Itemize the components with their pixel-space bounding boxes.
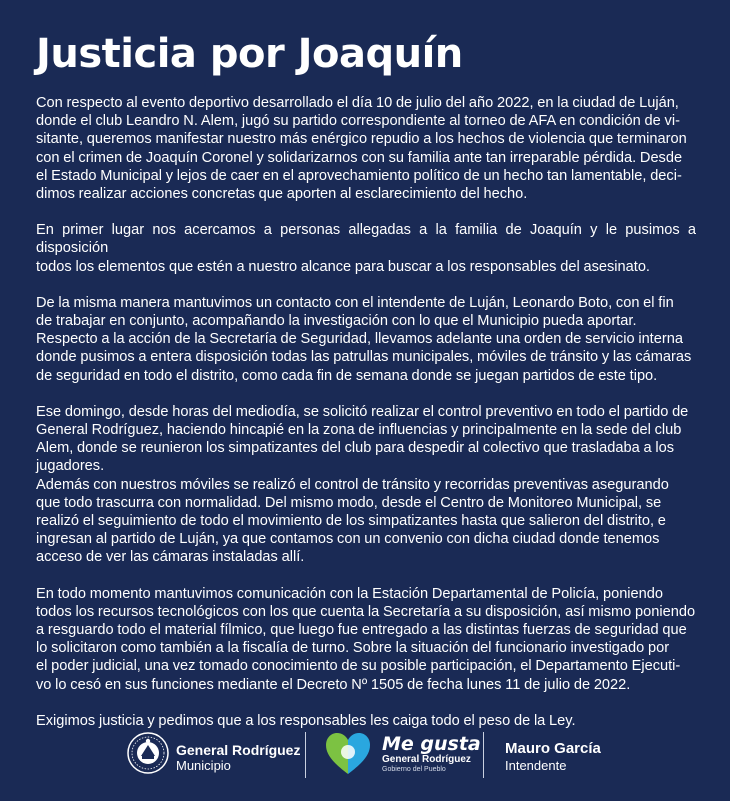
paragraph-line: En todo momento mantuvimos comunicación con la Estación Departamental de Policía, poniendo <box>36 585 664 602</box>
paragraph-line: ingresan al partido de Luján, ya que contamos con un convenio con dicha ciudad donde tenemos <box>36 531 660 548</box>
municipal-seal-icon <box>127 732 169 774</box>
paragraph-line: donde el club Leandro N. Alem, jugó su partido correspondiente al torneo de AFA en condición de vi- <box>36 113 680 130</box>
paragraph-line: En primer lugar nos acercamos a personas allegadas a la familia de Joaquín y le pusimos a disposición <box>36 222 696 257</box>
paragraph-line: De la misma manera mantuvimos un contacto con el intendente de Luján, Leonardo Boto, con el fin <box>36 294 674 311</box>
intendente-role: Intendente <box>505 758 567 773</box>
paragraph-line: Con respecto al evento deportivo desarrollado el día 10 de julio del año 2022, en la ciudad de Luján, <box>36 95 679 111</box>
paragraph-line: Ese domingo, desde horas del mediodía, se solicitó realizar el control preventivo en todo el partido de <box>36 403 689 420</box>
me-gusta-heart-logo-icon <box>322 728 374 780</box>
footer-divider <box>483 732 484 778</box>
footer-divider <box>305 732 306 778</box>
paragraph-line: acceso de ver las cámaras instaladas allí. <box>36 549 305 566</box>
paragraph-line: todos los recursos tecnológicos con los que cuenta la Secretaría a su disposición, así mismo poniendo <box>36 603 696 620</box>
municipio-sub: Municipio <box>176 758 231 773</box>
me-gusta-brand <box>382 734 481 774</box>
paragraph-line: jugadores. <box>36 458 105 475</box>
paragraph-line: General Rodríguez, haciendo hincapié en la zona de influencias y principalmente en la sede del club <box>36 422 682 439</box>
paragraph-line: Respecto a la acción de la Secretaría de Seguridad, llevamos adelante una orden de servicio interna <box>36 331 683 348</box>
intendente-name: Mauro García <box>505 740 601 757</box>
municipio-name: General Rodríguez <box>176 742 301 758</box>
paragraph-line: todos los elementos que estén a nuestro alcance para buscar a los responsables del asesinato. <box>36 258 650 275</box>
paragraph-line: Alem, donde se reunieron los simpatizantes del club para despedir al colectivo que trasladaba a los <box>36 440 675 457</box>
paragraph <box>36 221 696 276</box>
paragraph-line: Además con nuestros móviles se realizó el control de tránsito y recorridas preventivas asegurando <box>36 476 669 493</box>
paragraph-line: a resguardo todo el material fílmico, que luego fue entregado a las distintas fuerzas de seguridad que <box>36 622 687 639</box>
paragraph-line: de trabajar en conjunto, acompañando la investigación con lo que el Municipio pueda aportar. <box>36 313 637 330</box>
paragraph-line: el poder judicial, una vez tomado conocimiento de su posible participación, el Departamento Ejecuti- <box>36 658 681 675</box>
footer <box>0 722 730 792</box>
paragraph-line: dimos realizar acciones concretas que aporten al esclarecimiento del hecho. <box>36 186 528 203</box>
paragraph <box>36 94 696 203</box>
municipio-label <box>176 742 300 774</box>
paragraph-line: donde pusimos a entera disposición todas las patrullas municipales, móviles de tránsito y las cámaras <box>36 349 692 366</box>
statement-body <box>36 94 696 730</box>
brand-city: General Rodríguez <box>382 754 471 765</box>
paragraph-line: el Estado Municipal y lejos de caer en el aprovechamiento político de un hecho tan lamentable, deci- <box>36 167 682 184</box>
paragraph-line: sitante, queremos manifestar nuestro más enérgico repudio a los hechos de violencia que terminaron <box>36 131 687 148</box>
paragraph <box>36 585 696 694</box>
paragraph-line: lo solicitaron como también a la fiscalía de turno. Sobre la situación del funcionario investigado por <box>36 640 670 657</box>
paragraph-line: Exigimos justicia y pedimos que a los responsables les caiga todo el peso de la Ley. <box>36 712 576 729</box>
paragraph-line: de seguridad en todo el distrito, como cada fin de semana donde se juegan partidos de este tipo. <box>36 367 658 384</box>
paragraph-line: vo lo cesó en sus funciones mediante el Decreto Nº 1505 de fecha lunes 11 de julio de 2022. <box>36 676 631 693</box>
paragraph-line: que todo trascurra con normalidad. Del mismo modo, desde el Centro de Monitoreo Municipal, se <box>36 494 662 511</box>
paragraph-line: realizó el seguimiento de todo el movimiento de los simpatizantes hasta que salieron del distrito, e <box>36 513 666 530</box>
brand-name: Me gusta <box>382 733 481 755</box>
paragraph <box>36 403 696 567</box>
brand-tagline: Gobierno del Pueblo <box>382 766 446 773</box>
paragraph-line: con el crimen de Joaquín Coronel y solidarizarnos con su familia ante tan irreparable pérdida. Desde <box>36 149 683 166</box>
paragraph <box>36 294 696 385</box>
intendente-block <box>505 740 601 774</box>
statement <box>36 28 696 748</box>
page-title: Justicia por Joaquín <box>36 31 463 77</box>
